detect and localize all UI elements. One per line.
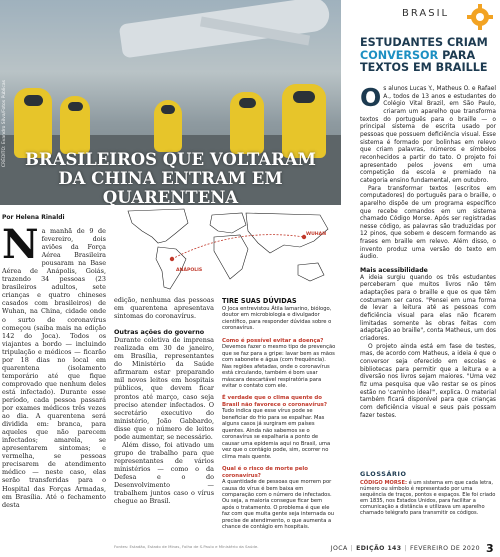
world-map (114, 207, 338, 295)
article-headline (0, 150, 341, 205)
qa-answer: Devemos fazer o mesmo tipo de prevenção que se faz para a gripe: lavar bem as mãos com sabonete e água (com frequência). Nas regiões afetadas, onde o coronavírus está circulando, também é bom usar máscara descartável respiratória para evitar o contato com ele. (222, 344, 336, 390)
article-subheading: Outras ações do governo (114, 328, 205, 337)
hazmat-worker (282, 84, 326, 158)
page-number: 3 (485, 542, 494, 555)
qa-answer: A quantidade de pessoas que morrem por causa do vírus é bem baixa em comparação com o número de infectados. Ou seja, a maioria consegue ficar bem após o tratamento. O problema é que ele faz com que muita gente seja internada ou precise de atendimento, o que aumenta a chance de contágio em hospitais. (222, 479, 335, 531)
glossary-term: CÓDIGO MORSE: (360, 480, 407, 486)
sidebar-subheading: Mais acessibilidade (360, 267, 428, 275)
sidebar-dropcap: O (360, 83, 382, 112)
qa-title: TIRE SUAS DÚVIDAS (222, 297, 297, 305)
publication-name: JOCA (330, 545, 348, 552)
article-paragraph: Durante coletiva de imprensa realizada em 30 de janeiro, em Brasília, representantes do Ministério da Saúde afirmaram estar preparando mil novos leitos em hospitais públicos, que devem ficar prontos até março, caso seja preciso atender infectados. O secretário executivo do ministério, João Gabbardo, disse que o número de leitos pode aumentar, se necessário. (114, 336, 214, 441)
hazmat-worker (230, 92, 264, 154)
sidebar-paragraph-text: s alunos Lucas Y., Matheus O. e Rafael A., todos de 13 anos e estudantes do Colégio Vital Brazil, em São Paulo, criaram um aparelho que transforma textos do português para o braille — o principal sistema de escrita usado por pessoas que possuem deficiência visual. Esse sistema é formado por bolinhas em relevo que criam palavras, números e símbolos reconhecidos a partir do tato. O projeto foi apresentado pelos jovens em uma competição da escola e premiado na categoria ensino fundamental, em outubro. (360, 86, 496, 184)
sidebar-paragraph: O projeto ainda está em fase de testes, mas, de acordo com Matheus, a ideia é que o conversor seja oferecido em escolas e bibliotecas para permitir que a leitura e a diversão nos livros sejam maiores. "Uma vez fiz uma pesquisa que vão restar se os pinos estão no 'caminho ideal'", explica. O material também ficará disponível para que crianças com deficiência visual e seus pais possam fazer testes. (360, 343, 496, 419)
sidebar-headline-line-2-rest: PARA (438, 48, 476, 62)
hazmat-worker (14, 88, 52, 158)
glossary-definition: é um sistema em que cada letra, número ou símbolo é representado por uma sequência de traços, pontos e espaços. Ele foi criado em 1835, nos Estados Unidos, para facilitar a comunicação a distância e utilizava um aparelho chamado telégrafo para transmitir os códigos. (360, 480, 496, 517)
hazmat-worker (154, 100, 182, 152)
map-australia (298, 263, 324, 281)
article-dropcap: N (2, 221, 39, 268)
page-footer: JOCA | EDIÇÃO 143 | FEVEREIRO DE 2020 3 (330, 542, 494, 555)
headline-line-2: DA CHINA ENTRAM EM QUARENTENA (58, 169, 283, 205)
hazmat-worker (60, 96, 90, 154)
map-africa (214, 235, 248, 279)
glossary-box (360, 470, 496, 517)
sidebar-headline-accent: CONVERSOR (360, 48, 439, 62)
sidebar-headline-line-3: TEXTOS EM BRAILLE (360, 61, 488, 75)
article-column-1 (2, 221, 106, 509)
sidebar-paragraph (360, 83, 496, 186)
glossary-title: GLOSSÁRIO (360, 470, 407, 478)
glossary-entry (360, 480, 496, 517)
qa-intro: O Joca entrevistou Átila Iamarino, biólogo, doutor em microbiologia e divulgador científico, para responder dúvidas sobre o coronavírus. (222, 306, 332, 332)
qa-question: É verdade que o clima quente do Brasil não favorece o coronavírus? (222, 395, 327, 408)
photo-credit: CRÉDITO: Evandro Silva/Fotos Públicas (2, 80, 7, 168)
qa-box (222, 297, 336, 531)
map-europe (210, 213, 246, 233)
map-label-anapolis: ANÁPOLIS (176, 268, 203, 273)
qa-question: Qual é o risco de morte pelo coronavírus? (222, 466, 308, 479)
gear-icon (465, 2, 495, 32)
headline-line-1: BRASILEIROS QUE VOLTARAM (25, 150, 316, 169)
anapolis-marker (170, 257, 174, 261)
qa-question: Como é possível evitar a doença? (222, 337, 324, 344)
article-paragraph: Além disso, foi ativado um grupo de trabalho para que representantes de vários ministérios — como o da Defesa e o do Desenvolvimento — trabalhem juntos caso o vírus chegue ao Brasil. (114, 440, 214, 506)
map-north-america (128, 209, 188, 243)
sidebar-paragraph: Para transformar textos (escritos em computadores) do português para o braille, o aparelho dispõe de um programa específico que recebe comandos em um sistema chamado Código Morse. Após ser registradas nesse código, as palavras são traduzidas por 12 pinos, que sobem e descem formando as frases em braille em relevo. Além disso, o invento produz uma versão do texto em áudio. (360, 185, 496, 261)
sidebar-paragraph: A ideia surgiu quando os três estudantes perceberam que muitos livros não têm adaptações para o braille e que os que têm costumam ser caros. "Pensei em uma forma de levar a leitura até as pessoas com deficiência visual para elas não ficarem limitadas somente às obras feitas com adaptação ao braille", conta Matheus, um dos criadores. (360, 274, 496, 342)
sidebar-headline-line-1: ESTUDANTES CRIAM (360, 36, 488, 49)
sidebar-body (360, 83, 496, 420)
edition-number: EDIÇÃO 143 (356, 545, 402, 552)
article-byline: Por Helena Rinaldi (2, 214, 65, 221)
sidebar-headline (360, 37, 500, 75)
lead-photo (0, 0, 341, 205)
sources-credit: Fontes: Estadão, Estado de Minas, Folha de S.Paulo e Ministério da Saúde. (114, 544, 259, 549)
edition-date: FEVEREIRO DE 2020 (409, 545, 480, 552)
article-column-2 (114, 296, 214, 505)
article-column-1-text: a manhã de 9 de fevereiro, dois aviões da Força Aérea Brasileira pousaram na Base Aérea de Anápolis, Goiás, trazendo 34 pessoas (23 brasileiros adultos, sete crianças e quatro chineses casados com brasileiros) de Wuhan, na China, cidade onde o surto de coronavírus começou (saiba mais na edição 142 do Joca). Todos os viajantes a bordo — incluindo tripulação e médicos — ficarão por 18 dias no local em quarentena (isolamento temporário até que fique comprovado que nenhum deles está infectado). Durante esse período, cada pessoa passará por exames médicos três vezes ao dia. A quarentena será dividida em: branca, para aqueles que não parecem infectados; amarela, se apresentarem sintomas; e vermelha, se pessoas precisarem de atendimento médico — neste caso, elas serão transferidas para o Hospital das Forças Armadas, em Brasília. Até o fechamento desta (2, 227, 106, 509)
section-label: BRASIL (402, 8, 450, 19)
qa-answer: Tudo indica que esse vírus pode se beneficiar do frio para se espalhar. Mas alguns casos já surgiram em países quentes. Ainda não sabemos se o coronavírus se espalharia a ponto de causar uma epidemia aqui no Brasil, uma vez que o contágio pode, sim, ocorrer no clima mais quente. (222, 408, 331, 460)
article-paragraph: edição, nenhuma das pessoas em quarentena apresentava sintomas do coronavírus. (114, 296, 214, 321)
map-label-wuhan: WUHAN (306, 232, 327, 237)
